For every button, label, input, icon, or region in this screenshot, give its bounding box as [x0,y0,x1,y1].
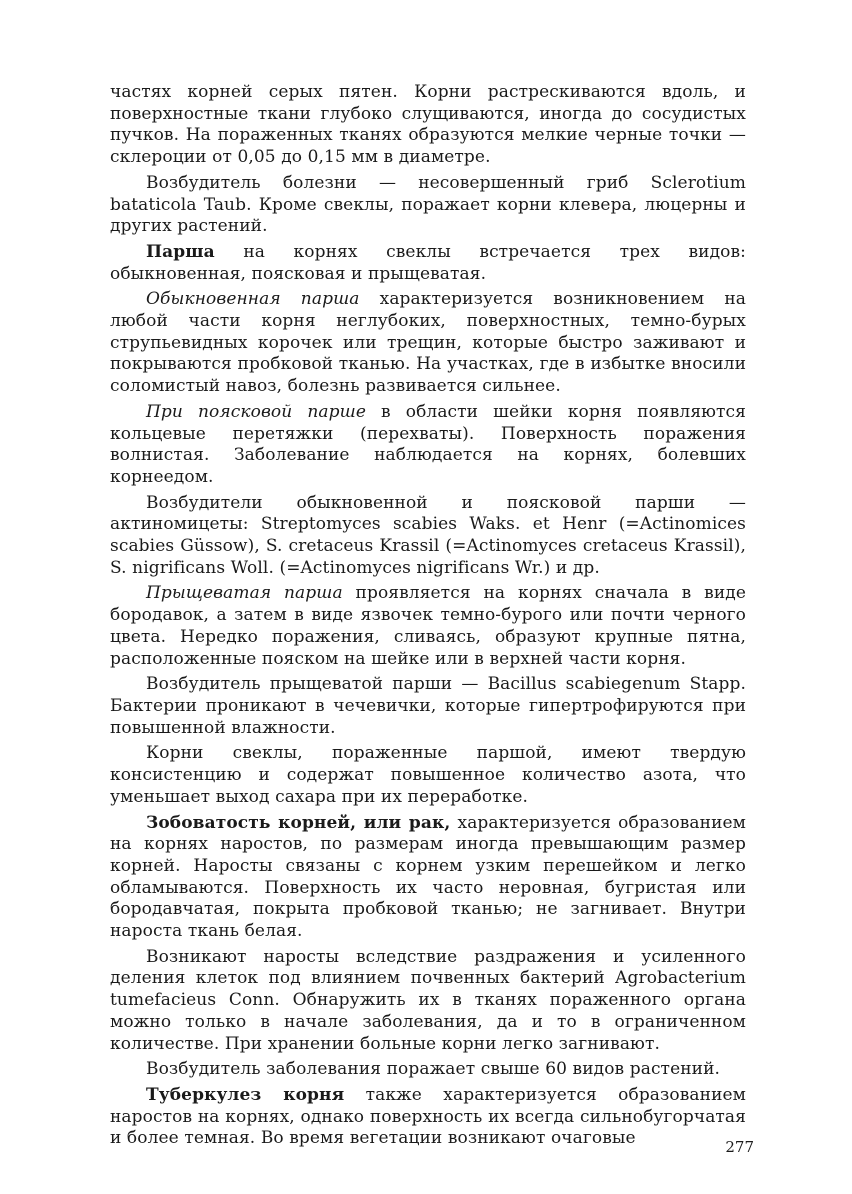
paragraph [110,813,746,943]
paragraph [110,173,746,238]
text-run: Возбудитель болезни — несовершенный гриб Sclerotium bataticola Taub. Кроме свеклы, поражает корни клевера, люцерны и других растений. [110,172,746,237]
italic-term: Обыкновенная парша [146,289,360,310]
italic-term: При поясковой парше [146,401,366,422]
paragraph [110,1059,746,1081]
italic-term: Прыщеватая парша [146,583,343,604]
paragraph [110,242,746,285]
paragraph [110,493,746,580]
bold-term: Парша [146,241,215,262]
paragraph [110,82,746,169]
paragraph [110,674,746,739]
paragraph [110,583,746,670]
text-run: Возбудитель заболевания поражает свыше 60 видов растений. [146,1059,721,1080]
page-number: 277 [725,1138,754,1156]
text-run: Корни свеклы, пораженные паршой, имеют твердую консистенцию и содержат повышенное количество азота, что уменьшает выход сахара при их переработке. [110,743,746,807]
text-run: Возбудитель прыщеватой парши — Bacillus scabiegenum Stapp. Бактерии проникают в чечевички, которые гипертрофируются при повышенной влажности. [110,674,746,738]
bold-term: Туберкулез корня [146,1084,345,1105]
bold-term: Зобоватость корней, или рак, [146,812,451,833]
paragraph [110,402,746,489]
body-text [110,82,746,1154]
paragraph [110,947,746,1056]
text-run: также характеризуется образованием наростов на корнях, однако поверхность их всегда сильнобугорчатая и более темная. Во время вегетации возникают очаговые [110,1084,746,1149]
text-run: частях корней серых пятен. Корни растрескиваются вдоль, и поверхностные ткани глубоко слущиваются, иногда до сосудистых пучков. На пораженных тканях образуются мелкие черные точки — склероции от 0,05 до 0,15 мм в диаметре. [110,82,746,168]
text-run: в области шейки корня появляются кольцевые перетяжки (перехваты). Поверхность поражения волнистая. Заболевание наблюдается на корнях, болевших корнеедом. [110,401,747,487]
text-run: на корнях свеклы встречается трех видов: обыкновенная, поясковая и прыщеватая. [110,241,746,284]
paragraph [110,1085,746,1150]
paragraph [110,289,746,398]
text-run: характеризуется возникновением на любой части корня неглубоких, поверхностных, темно-бурых струпьевидных корочек или трещин, которые быстро заживают и покрываются пробковой тканью. На участках, где в избытке вносили соломистый навоз, болезнь развивается сильнее. [110,289,746,397]
text-run: Возбудители обыкновенной и поясковой парши — актиномицеты: Streptomyces scabies Waks. et Henr (=Actinomices scabies Güssow), S. cretaceus Krassil (=Actinomyces cretaceus Krassil), S. nigrificans Woll. (=Actinomyces nigrificans Wr.) и др. [110,492,746,578]
text-run: проявляется на корнях сначала в виде бородавок, а затем в виде язвочек темно-бурого или почти черного цвета. Нередко поражения, сливаясь, образуют крупные пятна, расположенные пояском на шейке или в верхней части корня. [110,583,746,669]
text-run: характеризуется образованием на корнях наростов, по размерам иногда превышающим размер корней. Наросты связаны с корнем узким перешейком и легко обламываются. Поверхность их часто неровная, бугристая или бородавчатая, покрыта пробковой тканью; не загнивает. Внутри нароста ткань белая. [110,812,746,942]
text-run: Возникают наросты вследствие раздражения и усиленного деления клеток под влиянием почвенных бактерий Agrobacterium tumefacieus Conn. Обнаружить их в тканях пораженного органа можно только в начале заболевания, да и то в ограниченном количестве. При хранении больные корни легко загнивают. [110,946,746,1054]
paragraph [110,743,746,808]
